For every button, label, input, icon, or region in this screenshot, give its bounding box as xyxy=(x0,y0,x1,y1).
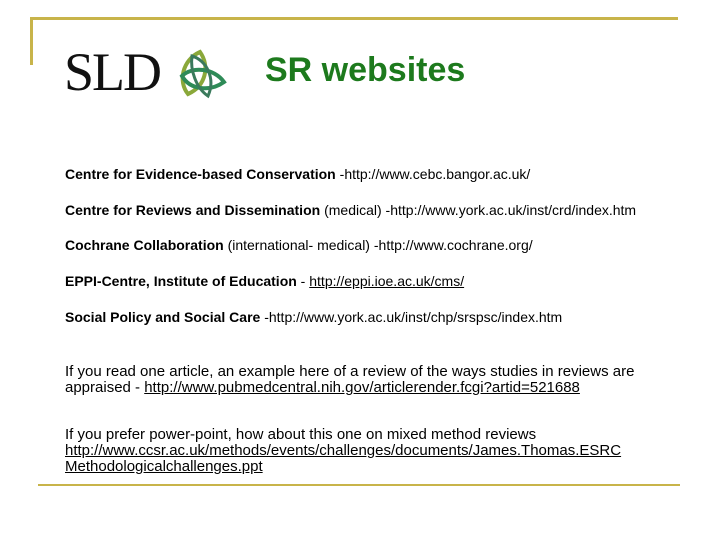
site-name: Cochrane Collaboration xyxy=(65,237,224,253)
site-name: EPPI-Centre, Institute of Education xyxy=(65,273,297,289)
note-text: If you read one article, an example here of a review of the ways studies in reviews are appraised - xyxy=(65,363,635,396)
site-line-eppi: EPPI-Centre, Institute of Education - http://eppi.ioe.ac.uk/cms/ xyxy=(65,273,465,289)
site-name: Centre for Evidence-based Conservation xyxy=(65,166,336,182)
bottom-rule xyxy=(38,484,680,486)
note-powerpoint xyxy=(65,427,695,475)
note-article xyxy=(65,364,695,396)
site-name: Social Policy and Social Care xyxy=(65,309,261,325)
site-detail: (medical) xyxy=(320,202,382,218)
top-rule xyxy=(30,17,678,20)
site-line-cebc: Centre for Evidence-based Conservation -http://www.cebc.bangor.ac.uk/ xyxy=(65,166,531,182)
site-url[interactable]: http://www.york.ac.uk/inst/chp/srspsc/index.htm xyxy=(268,309,563,325)
note-text: If you prefer power-point, how about this one on mixed method reviews xyxy=(65,426,537,443)
celtic-knot-icon xyxy=(168,46,268,102)
site-url[interactable]: http://www.york.ac.uk/inst/crd/index.htm xyxy=(390,202,637,218)
note-url[interactable]: http://www.pubmedcentral.nih.gov/articlerender.fcgi?artid=521688 xyxy=(144,379,580,396)
site-detail: (international- medical) xyxy=(223,237,370,253)
slide-title: SR websites xyxy=(265,51,466,89)
site-name: Centre for Reviews and Dissemination xyxy=(65,202,321,218)
left-rule xyxy=(30,17,33,65)
logo-text: SLD xyxy=(64,42,161,102)
note-url[interactable]: http://www.ccsr.ac.uk/methods/events/challenges/documents/James.Thomas.ESRC Methodologicalchallenges.ppt xyxy=(65,442,622,475)
site-line-cochrane: Cochrane Collaboration (international- medical) -http://www.cochrane.org/ xyxy=(65,237,533,253)
site-line-crd: Centre for Reviews and Dissemination (medical) -http://www.york.ac.uk/inst/crd/index.htm xyxy=(65,202,637,218)
site-url[interactable]: http://eppi.ioe.ac.uk/cms/ xyxy=(309,273,465,289)
site-url[interactable]: http://www.cochrane.org/ xyxy=(378,237,533,253)
site-url[interactable]: http://www.cebc.bangor.ac.uk/ xyxy=(344,166,531,182)
site-line-social-policy: Social Policy and Social Care -http://www.york.ac.uk/inst/chp/srspsc/index.htm xyxy=(65,309,563,325)
